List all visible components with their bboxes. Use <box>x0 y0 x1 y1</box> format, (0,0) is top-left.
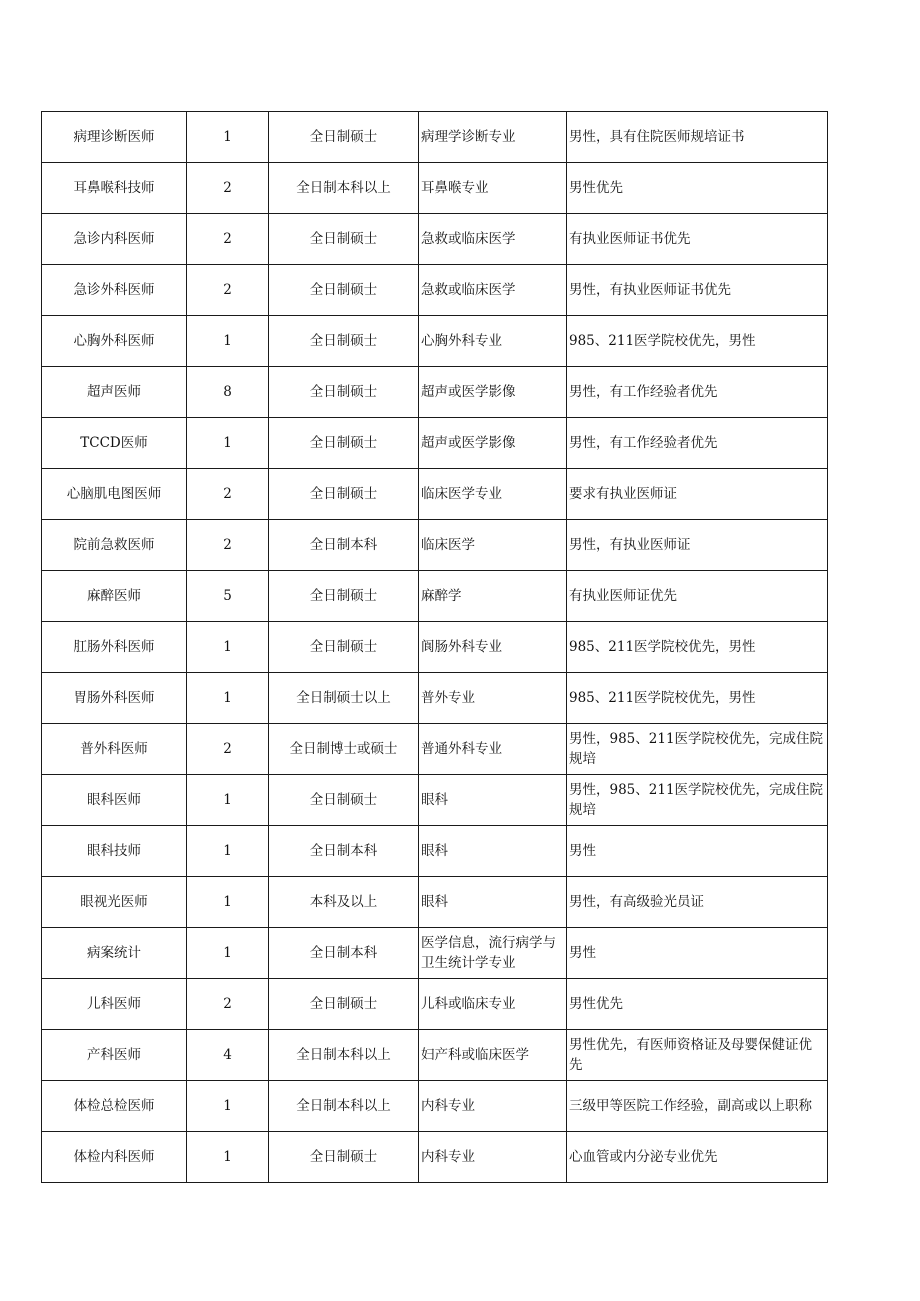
education-cell: 全日制硕士 <box>269 316 419 367</box>
education-cell: 全日制本科以上 <box>269 1081 419 1132</box>
position-cell: 麻醉医师 <box>42 571 187 622</box>
position-cell: 眼视光医师 <box>42 877 187 928</box>
requirement-cell: 男性 <box>567 826 828 877</box>
requirement-cell: 985、211医学院校优先，男性 <box>567 622 828 673</box>
major-cell: 病理学诊断专业 <box>419 112 567 163</box>
education-cell: 全日制硕士 <box>269 265 419 316</box>
requirement-cell: 有执业医师证优先 <box>567 571 828 622</box>
position-cell: 眼科技师 <box>42 826 187 877</box>
education-cell: 全日制本科 <box>269 928 419 979</box>
table-row <box>42 826 828 877</box>
table-row <box>42 1081 828 1132</box>
major-cell: 麻醉学 <box>419 571 567 622</box>
position-cell: 胃肠外科医师 <box>42 673 187 724</box>
table-row <box>42 1030 828 1081</box>
education-cell: 全日制硕士 <box>269 571 419 622</box>
requirement-cell: 三级甲等医院工作经验，副高或以上职称 <box>567 1081 828 1132</box>
education-cell: 全日制本科 <box>269 520 419 571</box>
table-row <box>42 520 828 571</box>
position-cell: 肛肠外科医师 <box>42 622 187 673</box>
education-cell: 全日制硕士以上 <box>269 673 419 724</box>
count-cell: 2 <box>187 724 269 775</box>
requirement-cell: 男性优先 <box>567 163 828 214</box>
count-cell: 2 <box>187 979 269 1030</box>
count-cell: 1 <box>187 112 269 163</box>
table-row <box>42 163 828 214</box>
education-cell: 全日制本科 <box>269 826 419 877</box>
count-cell: 1 <box>187 1081 269 1132</box>
major-cell: 眼科 <box>419 775 567 826</box>
major-cell: 普通外科专业 <box>419 724 567 775</box>
position-cell: 眼科医师 <box>42 775 187 826</box>
major-cell: 急救或临床医学 <box>419 214 567 265</box>
table-row <box>42 571 828 622</box>
requirement-cell: 男性优先，有医师资格证及母婴保健证优先 <box>567 1030 828 1081</box>
count-cell: 2 <box>187 163 269 214</box>
requirement-cell: 心血管或内分泌专业优先 <box>567 1132 828 1183</box>
requirement-cell: 男性优先 <box>567 979 828 1030</box>
count-cell: 1 <box>187 877 269 928</box>
major-cell: 内科专业 <box>419 1081 567 1132</box>
major-cell: 医学信息，流行病学与卫生统计学专业 <box>419 928 567 979</box>
position-cell: 体检总检医师 <box>42 1081 187 1132</box>
count-cell: 4 <box>187 1030 269 1081</box>
requirement-cell: 985、211医学院校优先，男性 <box>567 673 828 724</box>
count-cell: 1 <box>187 1132 269 1183</box>
education-cell: 全日制硕士 <box>269 214 419 265</box>
requirement-cell: 男性，有工作经验者优先 <box>567 367 828 418</box>
position-cell: 普外科医师 <box>42 724 187 775</box>
table-row <box>42 112 828 163</box>
requirement-cell: 男性，985、211医学院校优先，完成住院规培 <box>567 724 828 775</box>
requirement-cell: 男性，985、211医学院校优先，完成住院规培 <box>567 775 828 826</box>
requirement-cell: 有执业医师证书优先 <box>567 214 828 265</box>
position-cell: 急诊内科医师 <box>42 214 187 265</box>
education-cell: 全日制硕士 <box>269 979 419 1030</box>
position-cell: 心脑肌电图医师 <box>42 469 187 520</box>
position-cell: 急诊外科医师 <box>42 265 187 316</box>
requirement-cell: 男性，具有住院医师规培证书 <box>567 112 828 163</box>
education-cell: 全日制本科以上 <box>269 1030 419 1081</box>
table-row <box>42 265 828 316</box>
major-cell: 妇产科或临床医学 <box>419 1030 567 1081</box>
major-cell: 心胸外科专业 <box>419 316 567 367</box>
count-cell: 2 <box>187 469 269 520</box>
education-cell: 全日制硕士 <box>269 418 419 469</box>
major-cell: 内科专业 <box>419 1132 567 1183</box>
position-cell: 产科医师 <box>42 1030 187 1081</box>
requirement-cell: 男性，有高级验光员证 <box>567 877 828 928</box>
requirement-cell: 要求有执业医师证 <box>567 469 828 520</box>
count-cell: 1 <box>187 928 269 979</box>
education-cell: 全日制硕士 <box>269 1132 419 1183</box>
major-cell: 眼科 <box>419 826 567 877</box>
table-row <box>42 418 828 469</box>
table-row <box>42 214 828 265</box>
major-cell: 急救或临床医学 <box>419 265 567 316</box>
table-row <box>42 724 828 775</box>
count-cell: 8 <box>187 367 269 418</box>
count-cell: 5 <box>187 571 269 622</box>
requirement-cell: 男性 <box>567 928 828 979</box>
major-cell: 临床医学 <box>419 520 567 571</box>
major-cell: 超声或医学影像 <box>419 418 567 469</box>
position-cell: TCCD医师 <box>42 418 187 469</box>
table-row <box>42 316 828 367</box>
table-row <box>42 673 828 724</box>
table-row <box>42 979 828 1030</box>
education-cell: 全日制硕士 <box>269 775 419 826</box>
education-cell: 全日制硕士 <box>269 112 419 163</box>
education-cell: 全日制硕士 <box>269 367 419 418</box>
position-cell: 病理诊断医师 <box>42 112 187 163</box>
table-body <box>42 112 828 1183</box>
position-cell: 心胸外科医师 <box>42 316 187 367</box>
count-cell: 1 <box>187 673 269 724</box>
count-cell: 1 <box>187 775 269 826</box>
position-cell: 儿科医师 <box>42 979 187 1030</box>
requirement-cell: 985、211医学院校优先，男性 <box>567 316 828 367</box>
count-cell: 2 <box>187 214 269 265</box>
major-cell: 耳鼻喉专业 <box>419 163 567 214</box>
position-cell: 超声医师 <box>42 367 187 418</box>
position-cell: 病案统计 <box>42 928 187 979</box>
table-row <box>42 469 828 520</box>
requirement-cell: 男性，有执业医师证书优先 <box>567 265 828 316</box>
count-cell: 1 <box>187 622 269 673</box>
major-cell: 眼科 <box>419 877 567 928</box>
count-cell: 1 <box>187 316 269 367</box>
count-cell: 2 <box>187 265 269 316</box>
major-cell: 普外专业 <box>419 673 567 724</box>
position-cell: 体检内科医师 <box>42 1132 187 1183</box>
table-row <box>42 622 828 673</box>
requirement-cell: 男性，有执业医师证 <box>567 520 828 571</box>
count-cell: 2 <box>187 520 269 571</box>
table-row <box>42 367 828 418</box>
table-row <box>42 928 828 979</box>
count-cell: 1 <box>187 826 269 877</box>
education-cell: 全日制本科以上 <box>269 163 419 214</box>
major-cell: 阆肠外科专业 <box>419 622 567 673</box>
major-cell: 临床医学专业 <box>419 469 567 520</box>
table-row <box>42 1132 828 1183</box>
major-cell: 儿科或临床专业 <box>419 979 567 1030</box>
education-cell: 全日制硕士 <box>269 469 419 520</box>
count-cell: 1 <box>187 418 269 469</box>
position-cell: 院前急救医师 <box>42 520 187 571</box>
education-cell: 全日制博士或硕士 <box>269 724 419 775</box>
education-cell: 本科及以上 <box>269 877 419 928</box>
major-cell: 超声或医学影像 <box>419 367 567 418</box>
table-row <box>42 877 828 928</box>
recruitment-table <box>41 111 828 1183</box>
position-cell: 耳鼻喉科技师 <box>42 163 187 214</box>
education-cell: 全日制硕士 <box>269 622 419 673</box>
table-row <box>42 775 828 826</box>
requirement-cell: 男性，有工作经验者优先 <box>567 418 828 469</box>
